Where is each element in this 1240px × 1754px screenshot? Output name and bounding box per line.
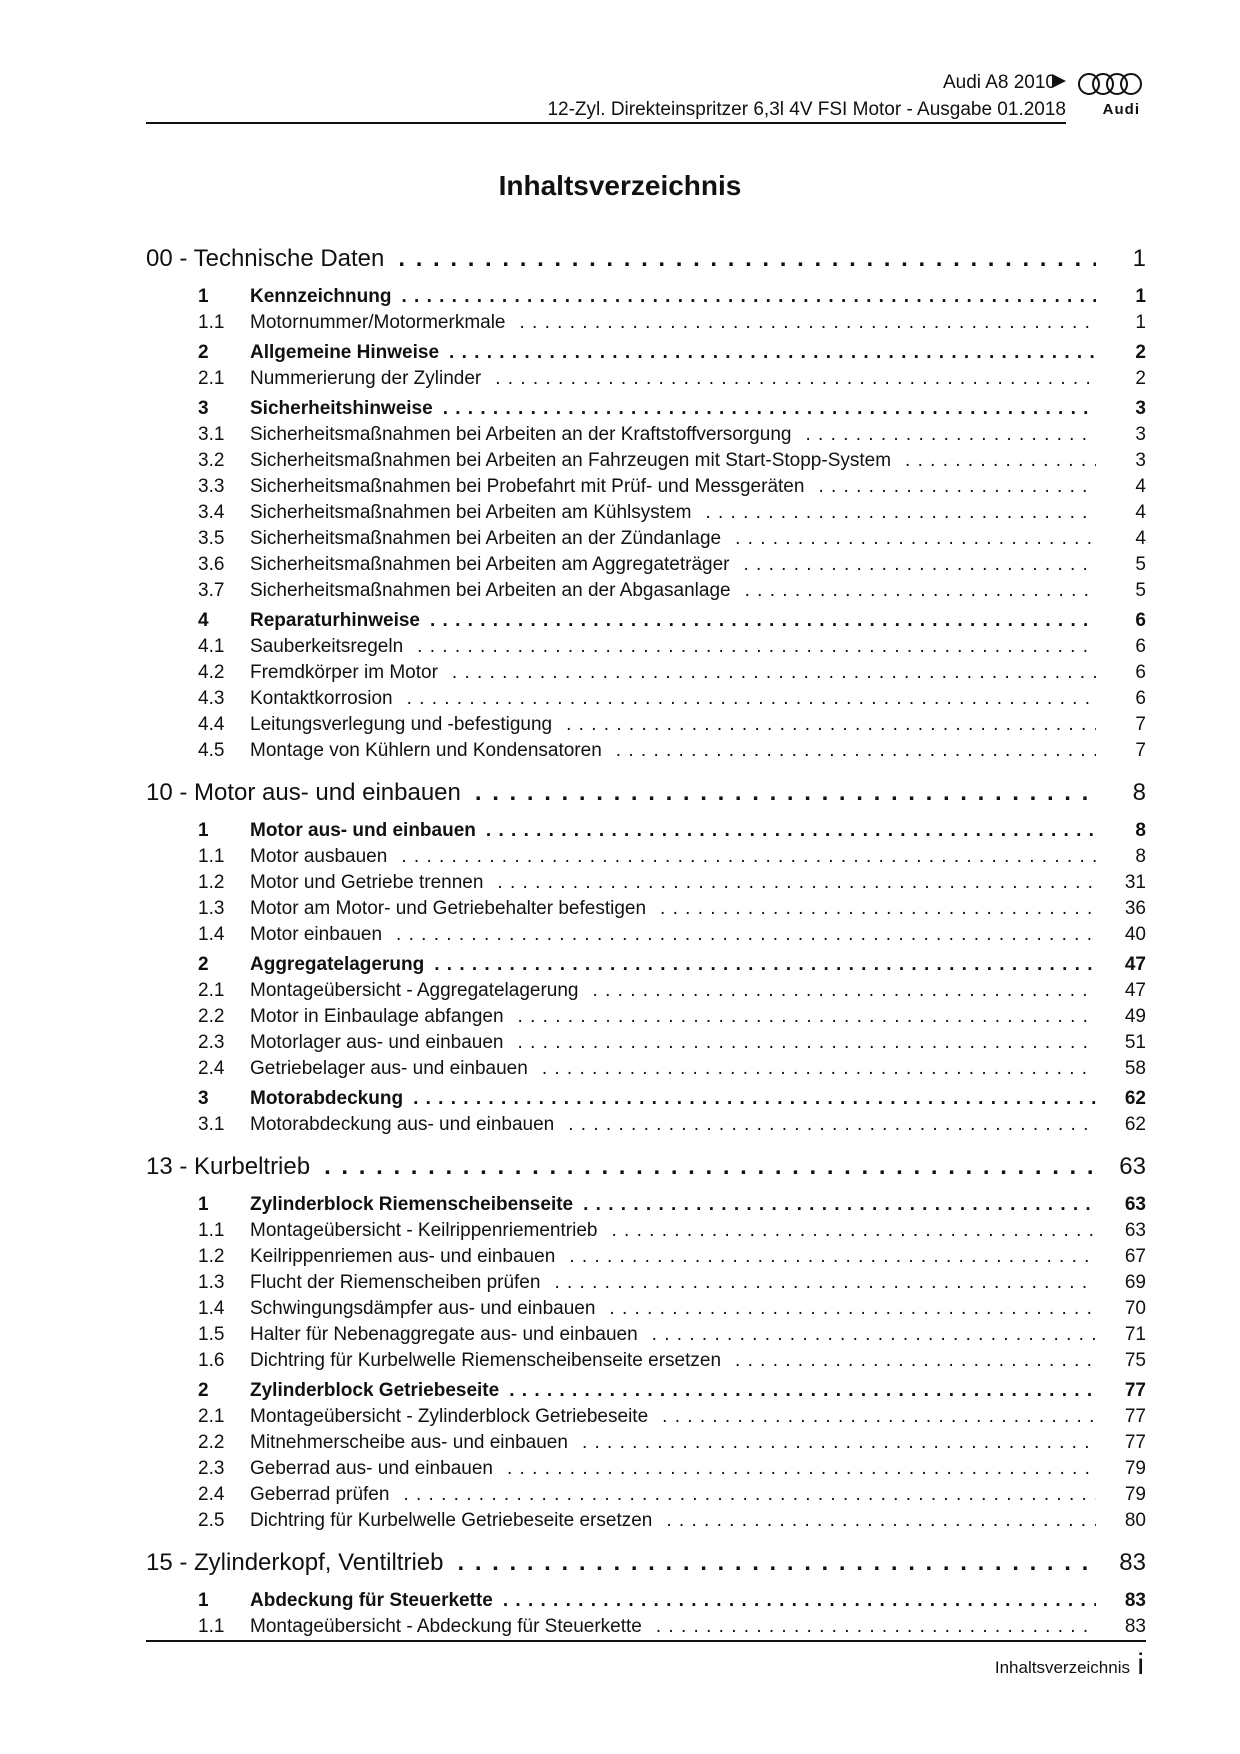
section-number: 2 <box>198 342 209 363</box>
toc-subsection-row[interactable] <box>146 738 1146 764</box>
subsection-title: Fremdkörper im Motor <box>250 662 438 683</box>
toc-chapter-row[interactable] <box>146 1146 1146 1188</box>
subsection-page: 79 <box>1124 1484 1146 1505</box>
subsection-number: 3.2 <box>198 450 225 471</box>
toc-section-row[interactable] <box>146 284 1146 310</box>
footer-rule <box>146 1640 1146 1642</box>
subsection-number: 2.2 <box>198 1006 225 1027</box>
subsection-number: 3.7 <box>198 580 225 601</box>
dot-leader <box>595 1296 1096 1322</box>
subsection-title: Halter für Nebenaggregate aus- und einbauen <box>250 1324 638 1345</box>
subsection-number: 1.1 <box>198 1616 225 1637</box>
toc-subsection-row[interactable] <box>146 660 1146 686</box>
subsection-page: 70 <box>1124 1298 1146 1319</box>
footer-label: Inhaltsverzeichnis <box>994 1658 1130 1677</box>
toc-subsection-row[interactable] <box>146 1404 1146 1430</box>
chapter-title: 15 - Zylinderkopf, Ventiltrieb <box>146 1549 444 1576</box>
subsection-number: 4.3 <box>198 688 225 709</box>
toc-section-row[interactable] <box>146 1588 1146 1614</box>
toc-section-row[interactable] <box>146 952 1146 978</box>
subsection-number: 2.3 <box>198 1458 225 1479</box>
dot-leader <box>461 772 1096 814</box>
dot-leader <box>403 634 1096 660</box>
toc-subsection-row[interactable] <box>146 1614 1146 1640</box>
dot-leader <box>528 1056 1096 1082</box>
dot-leader <box>433 396 1096 422</box>
dot-leader <box>438 660 1096 686</box>
dot-leader <box>804 474 1096 500</box>
subsection-title: Sauberkeitsregeln <box>250 636 404 657</box>
subsection-page: 80 <box>1124 1510 1146 1531</box>
toc-subsection-row[interactable] <box>146 1482 1146 1508</box>
subsection-title: Dichtring für Kurbelwelle Riemenscheibenseite ersetzen <box>250 1350 722 1371</box>
section-title: Abdeckung für Steuerkette <box>250 1590 493 1611</box>
toc-section-row[interactable] <box>146 396 1146 422</box>
subsection-page: 4 <box>1135 528 1146 549</box>
dot-leader <box>579 978 1096 1004</box>
dot-leader <box>554 1112 1096 1138</box>
subsection-page: 77 <box>1124 1432 1146 1453</box>
section-number: 2 <box>198 1380 209 1401</box>
toc-section-row[interactable] <box>146 340 1146 366</box>
subsection-page: 40 <box>1124 924 1146 945</box>
dot-leader <box>568 1430 1096 1456</box>
subsection-title: Motornummer/Motormerkmale <box>250 312 506 333</box>
subsection-number: 3.3 <box>198 476 225 497</box>
section-number: 4 <box>198 610 209 631</box>
chapter-page: 63 <box>1119 1153 1146 1180</box>
toc-section-row[interactable] <box>146 1378 1146 1404</box>
subsection-page: 58 <box>1124 1058 1146 1079</box>
dot-leader <box>721 526 1096 552</box>
toc-subsection-row[interactable] <box>146 686 1146 712</box>
subsection-title: Dichtring für Kurbelwelle Getriebeseite ersetzen <box>250 1510 653 1531</box>
subsection-title: Sicherheitsmaßnahmen bei Arbeiten am Kühlsystem <box>250 502 692 523</box>
subsection-page: 63 <box>1124 1220 1146 1241</box>
subsection-page: 31 <box>1124 872 1146 893</box>
subsection-page: 62 <box>1124 1114 1146 1135</box>
subsection-title: Geberrad prüfen <box>250 1484 390 1505</box>
dot-leader <box>791 422 1096 448</box>
subsection-page: 7 <box>1135 714 1146 735</box>
subsection-number: 4.1 <box>198 636 225 657</box>
subsection-number: 2.1 <box>198 1406 225 1427</box>
dot-leader <box>499 1378 1096 1404</box>
subsection-page: 71 <box>1124 1324 1146 1345</box>
toc-chapter-row[interactable] <box>146 238 1146 280</box>
subsection-title: Motor und Getriebe trennen <box>250 872 484 893</box>
dot-leader <box>391 284 1096 310</box>
subsection-page: 51 <box>1124 1032 1146 1053</box>
toc-subsection-row[interactable] <box>146 978 1146 1004</box>
toc-subsection-row[interactable] <box>146 1218 1146 1244</box>
subsection-page: 67 <box>1124 1246 1146 1267</box>
section-page: 3 <box>1135 398 1146 419</box>
toc-subsection-row[interactable] <box>146 1244 1146 1270</box>
subsection-title: Montageübersicht - Abdeckung für Steuerkette <box>250 1616 642 1637</box>
subsection-title: Sicherheitsmaßnahmen bei Probefahrt mit Prüf- und Messgeräten <box>250 476 805 497</box>
subsection-number: 2.5 <box>198 1510 225 1531</box>
subsection-number: 1.4 <box>198 1298 225 1319</box>
section-number: 2 <box>198 954 209 975</box>
dot-leader <box>891 448 1096 474</box>
subsection-number: 4.5 <box>198 740 225 761</box>
dot-leader <box>382 922 1096 948</box>
subsection-page: 4 <box>1135 502 1146 523</box>
table-of-contents <box>146 238 1146 1640</box>
subsection-number: 1.4 <box>198 924 225 945</box>
subsection-title: Montageübersicht - Zylinderblock Getriebeseite <box>250 1406 649 1427</box>
subsection-number: 3.4 <box>198 502 225 523</box>
subsection-page: 49 <box>1124 1006 1146 1027</box>
subsection-title: Keilrippenriemen aus- und einbauen <box>250 1246 556 1267</box>
toc-subsection-row[interactable] <box>146 578 1146 604</box>
dot-leader <box>721 1348 1096 1374</box>
subsection-page: 6 <box>1135 636 1146 657</box>
subsection-title: Sicherheitsmaßnahmen bei Arbeiten an Fahrzeugen mit Start-Stopp-System <box>250 450 892 471</box>
dot-leader <box>403 1086 1096 1112</box>
subsection-title: Sicherheitsmaßnahmen bei Arbeiten an der Abgasanlage <box>250 580 731 601</box>
subsection-number: 2.4 <box>198 1484 225 1505</box>
subsection-number: 2.2 <box>198 1432 225 1453</box>
dot-leader <box>648 1404 1096 1430</box>
section-title: Reparaturhinweise <box>250 610 420 631</box>
toc-subsection-row[interactable] <box>146 1322 1146 1348</box>
subsection-title: Motorlager aus- und einbauen <box>250 1032 504 1053</box>
subsection-page: 69 <box>1124 1272 1146 1293</box>
subsection-page: 5 <box>1135 580 1146 601</box>
toc-subsection-row[interactable] <box>146 844 1146 870</box>
toc-subsection-row[interactable] <box>146 1270 1146 1296</box>
subsection-number: 1.1 <box>198 312 225 333</box>
dot-leader <box>424 952 1096 978</box>
section-title: Aggregatelagerung <box>250 954 425 975</box>
subsection-number: 1.2 <box>198 872 225 893</box>
header-model: Audi A8 2010 <box>942 72 1056 93</box>
chapter-page: 1 <box>1132 245 1146 272</box>
subsection-page: 6 <box>1135 662 1146 683</box>
subsection-page: 77 <box>1124 1406 1146 1427</box>
section-page: 1 <box>1135 286 1146 307</box>
subsection-page: 1 <box>1135 312 1146 333</box>
subsection-title: Motor in Einbaulage abfangen <box>250 1006 504 1027</box>
subsection-page: 3 <box>1135 450 1146 471</box>
section-page: 83 <box>1124 1590 1146 1611</box>
chapter-title: 10 - Motor aus- und einbauen <box>146 779 461 806</box>
subsection-title: Schwingungsdämpfer aus- und einbauen <box>250 1298 596 1319</box>
section-title: Kennzeichnung <box>250 286 392 307</box>
subsection-number: 1.1 <box>198 1220 225 1241</box>
section-title: Motorabdeckung <box>250 1088 404 1109</box>
dot-leader <box>384 238 1096 280</box>
toc-subsection-row[interactable] <box>146 634 1146 660</box>
header-engine: 12-Zyl. Direkteinspritzer 6,3l 4V FSI Motor - Ausgabe 01.2018 <box>547 99 1066 120</box>
toc-subsection-row[interactable] <box>146 422 1146 448</box>
subsection-title: Montageübersicht - Keilrippenriementrieb <box>250 1220 598 1241</box>
audi-logo-text: Audi <box>1102 101 1140 118</box>
dot-leader <box>555 1244 1096 1270</box>
toc-subsection-row[interactable] <box>146 366 1146 392</box>
dot-leader <box>646 896 1096 922</box>
section-page: 6 <box>1135 610 1146 631</box>
subsection-number: 3.6 <box>198 554 225 575</box>
dot-leader <box>483 870 1096 896</box>
dot-leader <box>597 1218 1096 1244</box>
toc-subsection-row[interactable] <box>146 474 1146 500</box>
section-number: 3 <box>198 1088 209 1109</box>
subsection-title: Sicherheitsmaßnahmen bei Arbeiten am Aggregateträger <box>250 554 730 575</box>
section-title: Zylinderblock Riemenscheibenseite <box>250 1194 574 1215</box>
subsection-number: 1.3 <box>198 1272 225 1293</box>
dot-leader <box>443 1542 1096 1584</box>
dot-leader <box>476 818 1096 844</box>
subsection-title: Leitungsverlegung und -befestigung <box>250 714 553 735</box>
subsection-title: Nummerierung der Zylinder <box>250 368 482 389</box>
subsection-title: Montageübersicht - Aggregatelagerung <box>250 980 579 1001</box>
toc-subsection-row[interactable] <box>146 896 1146 922</box>
subsection-page: 47 <box>1124 980 1146 1001</box>
subsection-title: Mitnehmerscheibe aus- und einbauen <box>250 1432 568 1453</box>
subsection-title: Montage von Kühlern und Kondensatoren <box>250 740 602 761</box>
subsection-number: 3.5 <box>198 528 225 549</box>
dot-leader <box>420 608 1096 634</box>
subsection-title: Motor einbauen <box>250 924 383 945</box>
subsection-page: 2 <box>1135 368 1146 389</box>
subsection-number: 4.2 <box>198 662 225 683</box>
dot-leader <box>387 844 1096 870</box>
subsection-title: Kontaktkorrosion <box>250 688 393 709</box>
subsection-page: 75 <box>1124 1350 1146 1371</box>
toc-subsection-row[interactable] <box>146 448 1146 474</box>
dot-leader <box>691 500 1096 526</box>
toc-section-row[interactable] <box>146 818 1146 844</box>
toc-subsection-row[interactable] <box>146 1508 1146 1534</box>
toc-subsection-row[interactable] <box>146 526 1146 552</box>
toc-section-row[interactable] <box>146 1086 1146 1112</box>
dot-leader <box>504 1004 1096 1030</box>
toc-section-row[interactable] <box>146 1192 1146 1218</box>
toc-subsection-row[interactable] <box>146 1112 1146 1138</box>
dot-leader <box>481 366 1096 392</box>
chapter-page: 8 <box>1132 779 1146 806</box>
subsection-number: 3.1 <box>198 424 225 445</box>
section-page: 2 <box>1135 342 1146 363</box>
dot-leader <box>389 1482 1096 1508</box>
subsection-number: 2.1 <box>198 368 225 389</box>
toc-subsection-row[interactable] <box>146 1456 1146 1482</box>
dot-leader <box>730 552 1097 578</box>
subsection-page: 6 <box>1135 688 1146 709</box>
subsection-number: 1.6 <box>198 1350 225 1371</box>
dot-leader <box>439 340 1096 366</box>
subsection-title: Getriebelager aus- und einbauen <box>250 1058 528 1079</box>
dot-leader <box>540 1270 1096 1296</box>
section-page: 62 <box>1124 1088 1146 1109</box>
dot-leader <box>493 1456 1096 1482</box>
subsection-title: Motor am Motor- und Getriebehalter befestigen <box>250 898 647 919</box>
subsection-number: 1.3 <box>198 898 225 919</box>
section-page: 63 <box>1124 1194 1146 1215</box>
section-title: Zylinderblock Getriebeseite <box>250 1380 500 1401</box>
toc-subsection-row[interactable] <box>146 922 1146 948</box>
subsection-page: 8 <box>1135 846 1146 867</box>
arrow-icon <box>1052 74 1066 88</box>
subsection-number: 2.1 <box>198 980 225 1001</box>
section-number: 3 <box>198 398 209 419</box>
toc-subsection-row[interactable] <box>146 870 1146 896</box>
dot-leader <box>506 310 1097 336</box>
footer-page-number: i <box>1137 1648 1144 1681</box>
subsection-page: 79 <box>1124 1458 1146 1479</box>
subsection-number: 2.3 <box>198 1032 225 1053</box>
dot-leader <box>552 712 1096 738</box>
toc-subsection-row[interactable] <box>146 1296 1146 1322</box>
subsection-number: 4.4 <box>198 714 225 735</box>
dot-leader <box>638 1322 1096 1348</box>
toc-subsection-row[interactable] <box>146 552 1146 578</box>
subsection-title: Geberrad aus- und einbauen <box>250 1458 493 1479</box>
dot-leader <box>573 1192 1096 1218</box>
toc-subsection-row[interactable] <box>146 500 1146 526</box>
toc-section-row[interactable] <box>146 608 1146 634</box>
subsection-page: 36 <box>1124 898 1146 919</box>
section-number: 1 <box>198 1590 209 1611</box>
dot-leader <box>504 1030 1096 1056</box>
subsection-title: Sicherheitsmaßnahmen bei Arbeiten an der Kraftstoffversorgung <box>250 424 792 445</box>
subsection-title: Motorabdeckung aus- und einbauen <box>250 1114 555 1135</box>
section-number: 1 <box>198 820 209 841</box>
toc-subsection-row[interactable] <box>146 310 1146 336</box>
section-number: 1 <box>198 1194 209 1215</box>
dot-leader <box>393 686 1096 712</box>
chapter-title: 13 - Kurbeltrieb <box>146 1153 311 1180</box>
chapter-page: 83 <box>1119 1549 1146 1576</box>
section-title: Allgemeine Hinweise <box>250 342 440 363</box>
subsection-page: 4 <box>1135 476 1146 497</box>
dot-leader <box>602 738 1096 764</box>
subsection-number: 1.5 <box>198 1324 225 1345</box>
toc-subsection-row[interactable] <box>146 1348 1146 1374</box>
page-header <box>146 70 1146 122</box>
dot-leader <box>731 578 1096 604</box>
subsection-title: Motor ausbauen <box>250 846 388 867</box>
toc-subsection-row[interactable] <box>146 1056 1146 1082</box>
subsection-number: 1.1 <box>198 846 225 867</box>
section-number: 1 <box>198 286 209 307</box>
subsection-number: 1.2 <box>198 1246 225 1267</box>
toc-subsection-row[interactable] <box>146 1004 1146 1030</box>
subsection-page: 3 <box>1135 424 1146 445</box>
toc-chapter-row[interactable] <box>146 1542 1146 1584</box>
toc-subsection-row[interactable] <box>146 1430 1146 1456</box>
subsection-title: Sicherheitsmaßnahmen bei Arbeiten an der Zündanlage <box>250 528 722 549</box>
toc-chapter-row[interactable] <box>146 772 1146 814</box>
subsection-number: 2.4 <box>198 1058 225 1079</box>
subsection-page: 5 <box>1135 554 1146 575</box>
toc-subsection-row[interactable] <box>146 1030 1146 1056</box>
section-title: Motor aus- und einbauen <box>250 820 476 841</box>
section-title: Sicherheitshinweise <box>250 398 433 419</box>
dot-leader <box>493 1588 1096 1614</box>
page-title: Inhaltsverzeichnis <box>498 170 742 201</box>
dot-leader <box>310 1146 1096 1188</box>
toc-subsection-row[interactable] <box>146 712 1146 738</box>
subsection-page: 83 <box>1124 1616 1146 1637</box>
subsection-page: 7 <box>1135 740 1146 761</box>
subsection-number: 3.1 <box>198 1114 225 1135</box>
dot-leader <box>652 1508 1096 1534</box>
section-page: 8 <box>1135 820 1146 841</box>
chapter-title: 00 - Technische Daten <box>146 245 385 272</box>
section-page: 47 <box>1124 954 1146 975</box>
header-rule <box>146 122 1066 124</box>
section-page: 77 <box>1124 1380 1146 1401</box>
dot-leader <box>642 1614 1096 1640</box>
subsection-title: Flucht der Riemenscheiben prüfen <box>250 1272 541 1293</box>
